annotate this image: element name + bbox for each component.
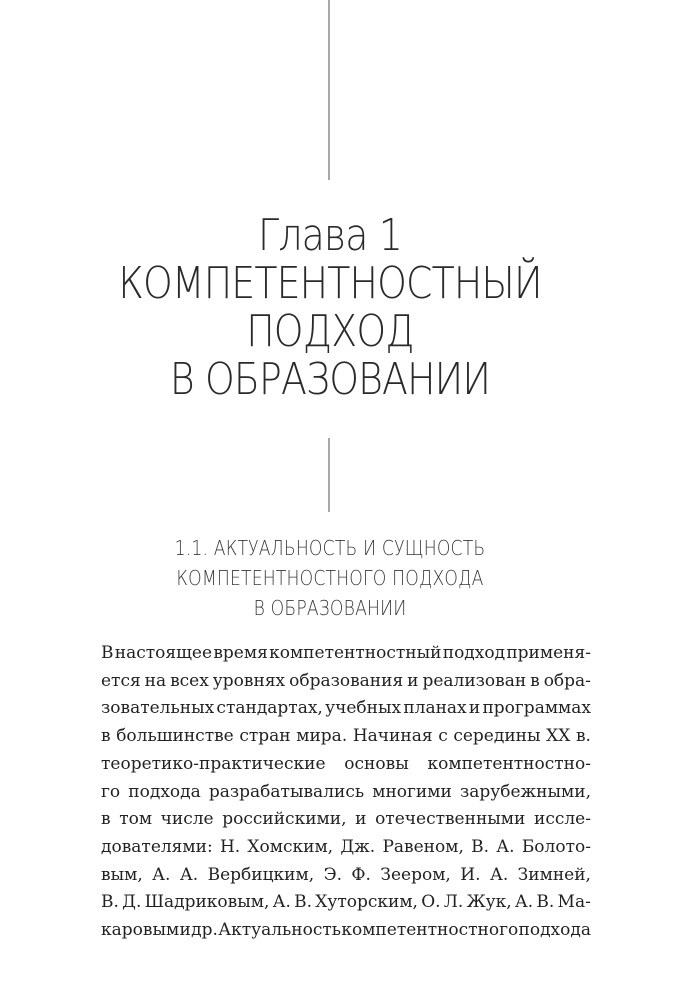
body-line: в большинстве стран мира. Начиная с середины XX в. — [101, 726, 591, 747]
section-heading-line: 1.1. АКТУАЛЬНОСТЬ И СУЩНОСТЬ — [174, 536, 486, 560]
decorative-rule-top — [328, 0, 330, 180]
body-line: каровым и др. Актуальность компетентностного подхода — [101, 920, 591, 941]
body-line: теоретико-практические основы компетентностно- — [101, 753, 591, 774]
section-heading-line: КОМПЕТЕНТНОСТНОГО ПОДХОДА — [176, 566, 484, 590]
body-line: зовательных стандартах, учебных планах и программах — [101, 698, 591, 719]
body-line: ется на всех уровнях образования и реализован в обра- — [101, 670, 591, 691]
body-paragraph — [101, 640, 591, 945]
body-line: дователями: Н. Хомским, Дж. Равеном, В. А. Болото- — [101, 836, 591, 857]
chapter-title-line: КОМПЕТЕНТНОСТНЫЙ — [118, 258, 542, 309]
chapter-title-line: В ОБРАЗОВАНИИ — [169, 354, 491, 405]
body-line: В настоящее время компетентностный подход применя- — [101, 643, 591, 663]
body-line: В. Д. Шадриковым, А. В. Хуторским, О. Л. Жук, А. В. Ма- — [101, 892, 591, 913]
section-heading-line: В ОБРАЗОВАНИИ — [253, 596, 407, 620]
chapter-title-line: ПОДХОД — [246, 306, 414, 357]
chapter-title — [60, 212, 600, 404]
body-line: в том числе российскими, и отечественными иссле- — [101, 809, 591, 830]
decorative-rule-middle — [328, 438, 330, 512]
section-heading — [130, 533, 530, 623]
chapter-number: Глава 1 — [258, 210, 402, 261]
body-line: го подхода разрабатывались многими зарубежными, — [101, 781, 591, 802]
body-line: вым, А. А. Вербицким, Э. Ф. Зеером, И. А. Зимней, — [101, 864, 591, 885]
